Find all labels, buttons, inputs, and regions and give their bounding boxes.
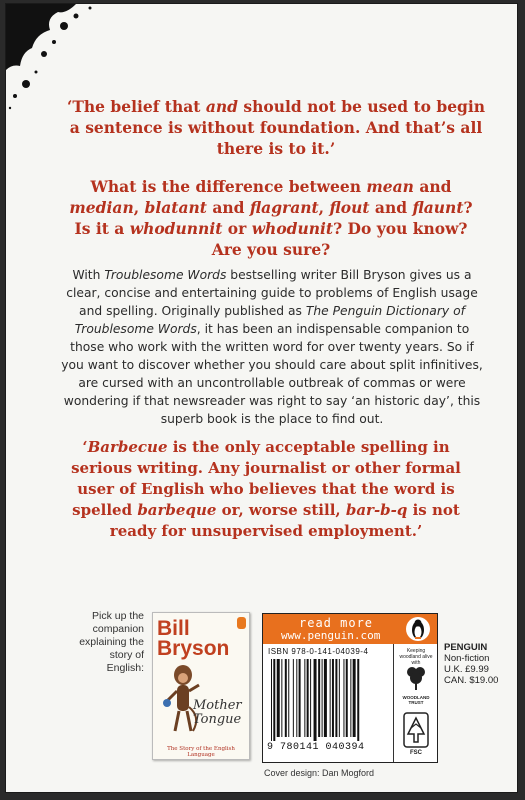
companion-caption: Pick up the companion explaining the story of English: — [79, 610, 144, 674]
barcode-bar — [296, 659, 297, 737]
questions-paragraph: What is the difference between mean and median, blatant and flagrant, flout and flaunt? Is it a whodunnit or whodunit? Do you know? Are you sure? — [69, 177, 473, 259]
barcode-bar — [343, 659, 344, 737]
barcode-bar — [339, 659, 340, 737]
read-more-banner: read more www.penguin.com — [263, 614, 437, 644]
cover-design-credit: Cover design: Dan Mogford — [264, 768, 375, 778]
barcode-bar — [346, 659, 348, 737]
barcode-bar — [285, 659, 287, 737]
barcode-bar — [314, 659, 317, 741]
barcode-bar — [357, 659, 359, 741]
price-block: PENGUIN Non-fiction U.K. £9.99 CAN. $19.00 — [444, 642, 499, 686]
barcode-number: 9 780141 040394 — [267, 742, 365, 753]
book-author: Bill Bryson — [157, 617, 230, 660]
isbn-text: ISBN 978-0-141-04039-4 — [268, 647, 369, 656]
barcode-bar — [322, 659, 323, 737]
barcode-bar — [353, 659, 356, 737]
barcode-bar — [330, 659, 331, 737]
barcode-panel — [262, 613, 438, 763]
barcode-bar — [332, 659, 334, 737]
barcode-bar — [304, 659, 305, 737]
blurb-paragraph: With Troublesome Words bestselling writer Bill Bryson gives us a clear, concise and entertaining guide to problems of English usage and spelling. Originally published as The Penguin Dictionary of Troublesome Words, it has been an indispensable companion to those who work with the written word for over twenty years. So if you want to discover whether you should care about split infinitives, are cursed with an uncontrollable outbreak of commas or were wondering if that newsreader was right to say ‘an historic day’, this superb book is the place to find out. — [61, 268, 483, 426]
barcode-bar — [277, 659, 280, 737]
eco-logos: Keeping woodland alive with WOODLAND TRUST FSC — [393, 644, 438, 762]
closing-quote: ‘Barbecue is the only acceptable spelling in serious writing. Any journalist or other formal user of English who believes that the word is spelled barbeque or, worse still, bar-b-q is not ready for unsupervised employment.’ — [71, 438, 461, 540]
barcode-bar — [271, 659, 272, 741]
penguin-logo-icon — [406, 617, 430, 641]
barcode-bar — [335, 659, 337, 737]
book-title: Mother Tongue — [193, 698, 242, 727]
barcode-bar — [281, 659, 282, 737]
barcode-image — [269, 659, 387, 741]
barcode-bar — [307, 659, 309, 737]
barcode-bar — [288, 659, 289, 737]
barcode-bar — [350, 659, 351, 737]
barcode-bar — [293, 659, 294, 737]
barcode-bar — [324, 659, 327, 737]
fsc-tree-icon — [403, 712, 429, 748]
book-subtitle: The Story of the English Language — [167, 746, 235, 758]
opening-quote: ‘The belief that and should not be used to begin a sentence is without foundation. And that’s all there is to it.’ — [66, 97, 486, 158]
tree-icon — [406, 664, 426, 692]
barcode-bar — [318, 659, 320, 737]
companion-book-thumbnail — [152, 612, 250, 760]
barcode-bar — [273, 659, 275, 741]
penguin-logo-icon — [237, 617, 246, 629]
back-cover — [6, 4, 517, 792]
barcode-bar — [299, 659, 301, 737]
barcode-bar — [310, 659, 311, 737]
